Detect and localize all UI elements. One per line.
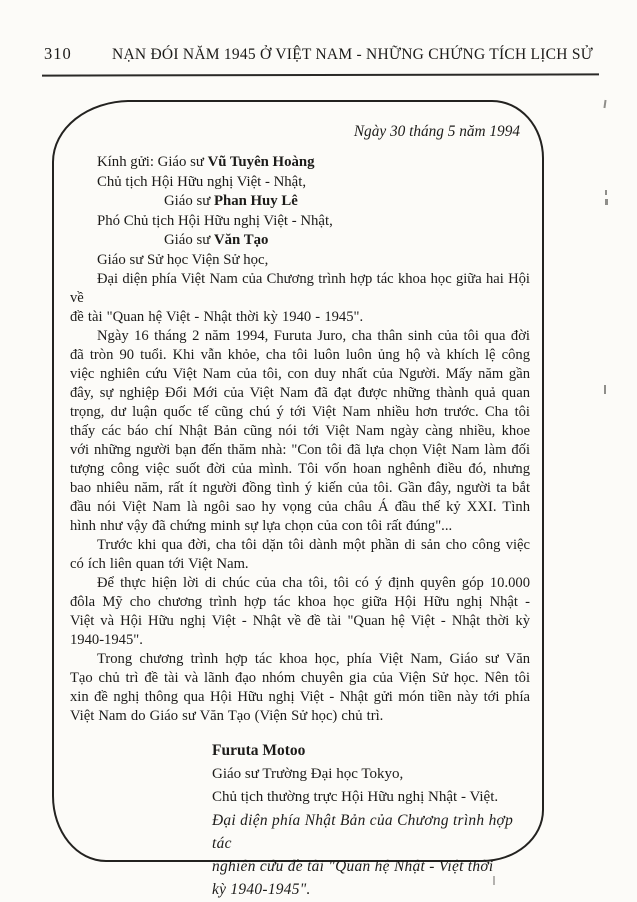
text-line: có ích liên quan tới Việt Nam.	[70, 556, 249, 572]
scan-artifact	[493, 876, 495, 885]
letter-date: Ngày 30 tháng 5 năm 1994	[353, 123, 520, 140]
recipient-name: Văn Tạo	[213, 232, 269, 248]
recipient-prefix: Giáo sư	[164, 193, 214, 209]
text-line: việc nghiên cứu Việt Nam của tôi, con duy nhất của Người. Mấy năm gần	[70, 366, 530, 382]
text-line: tượng công việc suốt đời của mình. Tôi vốn hoan nghênh điều đó, nhưng	[70, 461, 530, 477]
text-line: trọng, dư luận quốc tế cũng chú ý tới Việt Nam nhiều hơn trước. Cha tôi	[70, 404, 530, 420]
text-line: Trong chương trình hợp tác khoa học, phía Việt Nam, Giáo sư Văn	[97, 651, 530, 667]
text-line: Tạo chủ trì đề tài và lãnh đạo nhóm chuyên gia của Viện Sử học. Nên tôi	[70, 670, 530, 686]
page-number: 310	[44, 44, 72, 63]
text-line: đề tài "Quan hệ Việt - Nhật thời kỳ 1940 - 1945".	[70, 309, 364, 325]
signature-block	[212, 739, 530, 901]
text-line: hình như vậy đã chứng minh sự lựa chọn của con tôi rất đúng"...	[70, 518, 453, 534]
running-head	[44, 44, 603, 64]
text-line: đôla Mỹ cho chương trình hợp tác khoa học giữa Hội Hữu nghị Nhật -	[70, 594, 530, 610]
page-header-title: NẠN ĐÓI NĂM 1945 Ở VIỆT NAM - NHỮNG CHỨNG TÍCH LỊCH SỬ	[112, 46, 593, 63]
recipient-line-2: Chủ tịch Hội Hữu nghị Việt - Nhật,	[97, 173, 307, 190]
text-line: với những người bạn đến thăm nhà: "Con tôi đã lựa chọn Việt Nam làm đối	[70, 442, 530, 458]
text-line: bao nhiêu năm, rất ít người đồng tình ý kiến của tôi. Gần đây, người ta bắt	[70, 480, 530, 496]
text-line: Để thực hiện lời di chúc của cha tôi, tôi có ý định quyên góp 10.000	[97, 575, 530, 591]
text-line: đầu nói Việt Nam là ngôi sao hy vọng của châu Á đầu thế kỷ XXI. Tình	[70, 499, 530, 515]
paragraph-1	[70, 327, 530, 536]
text-line: Trước khi qua đời, cha tôi dặn tôi dành một phần di sản cho công việc	[97, 537, 530, 553]
signature-role-1: Đại diện phía Nhật Bản của Chương trình hợp tác	[212, 812, 514, 852]
recipient-line-1	[70, 153, 530, 173]
text-line: Ngày 16 tháng 2 năm 1994, Furuta Juro, cha thân sinh của tôi qua đời	[97, 328, 530, 344]
paragraph-4	[70, 650, 530, 726]
signature-role-2: nghiên cứu đề tài "Quan hệ Nhật - Việt thời	[212, 858, 494, 875]
text-line: Đại diện phía Việt Nam của Chương trình hợp tác khoa học giữa hai Hội về	[70, 271, 530, 306]
recipient-line-3	[70, 192, 530, 212]
text-line: đã tròn 90 tuổi. Khi vẫn khỏe, cha tôi luôn luôn ủng hộ và khích lệ công	[70, 347, 530, 363]
text-line: xin đề nghị thông qua Hội Hữu nghị Việt - Nhật gửi món tiền này tới phía	[70, 689, 530, 705]
scan-artifact	[604, 385, 606, 394]
recipient-name: Vũ Tuyên Hoàng	[207, 154, 315, 170]
recipient-prefix: Giáo sư	[164, 232, 214, 248]
recipient-line-6: Giáo sư Sử học Viện Sử học,	[97, 251, 269, 268]
recipient-prefix: Kính gửi: Giáo sư	[97, 154, 208, 170]
paragraph-3	[70, 574, 530, 650]
paragraph-2	[70, 536, 530, 574]
signature-title-2: Chủ tịch thường trực Hội Hữu nghị Nhật - Việt.	[212, 789, 499, 805]
scan-artifact	[605, 199, 608, 205]
signature-title-1: Giáo sư Trường Đại học Tokyo,	[212, 766, 404, 782]
text-line: 1940-1945".	[70, 632, 143, 648]
scan-artifact	[603, 100, 606, 108]
text-line: Việt và Hội Hữu nghị Việt - Nhật về đề tài "Quan hệ Việt - Nhật thời kỳ	[70, 613, 530, 629]
signature-role-3: kỳ 1940-1945".	[212, 881, 311, 898]
text-line: đây, sự nghiệp Đổi Mới của Việt Nam đã đạt được những thành quả quan	[70, 385, 530, 401]
scan-artifact	[605, 190, 607, 195]
text-line: thấy các báo chí Nhật Bản cũng nói tới Việt Nam ngày càng nhiều, khoe	[70, 423, 530, 439]
recipient-name: Phan Huy Lê	[213, 193, 298, 209]
letter-frame	[52, 100, 544, 898]
intro-paragraph	[70, 270, 530, 327]
signature-name: Furuta Motoo	[212, 742, 306, 759]
header-rule	[42, 73, 599, 76]
recipient-line-5	[70, 231, 530, 251]
recipient-line-4: Phó Chủ tịch Hội Hữu nghị Việt - Nhật,	[97, 212, 333, 229]
text-line: Việt Nam do Giáo sư Văn Tạo (Viện Sử học) chủ trì.	[70, 708, 384, 724]
